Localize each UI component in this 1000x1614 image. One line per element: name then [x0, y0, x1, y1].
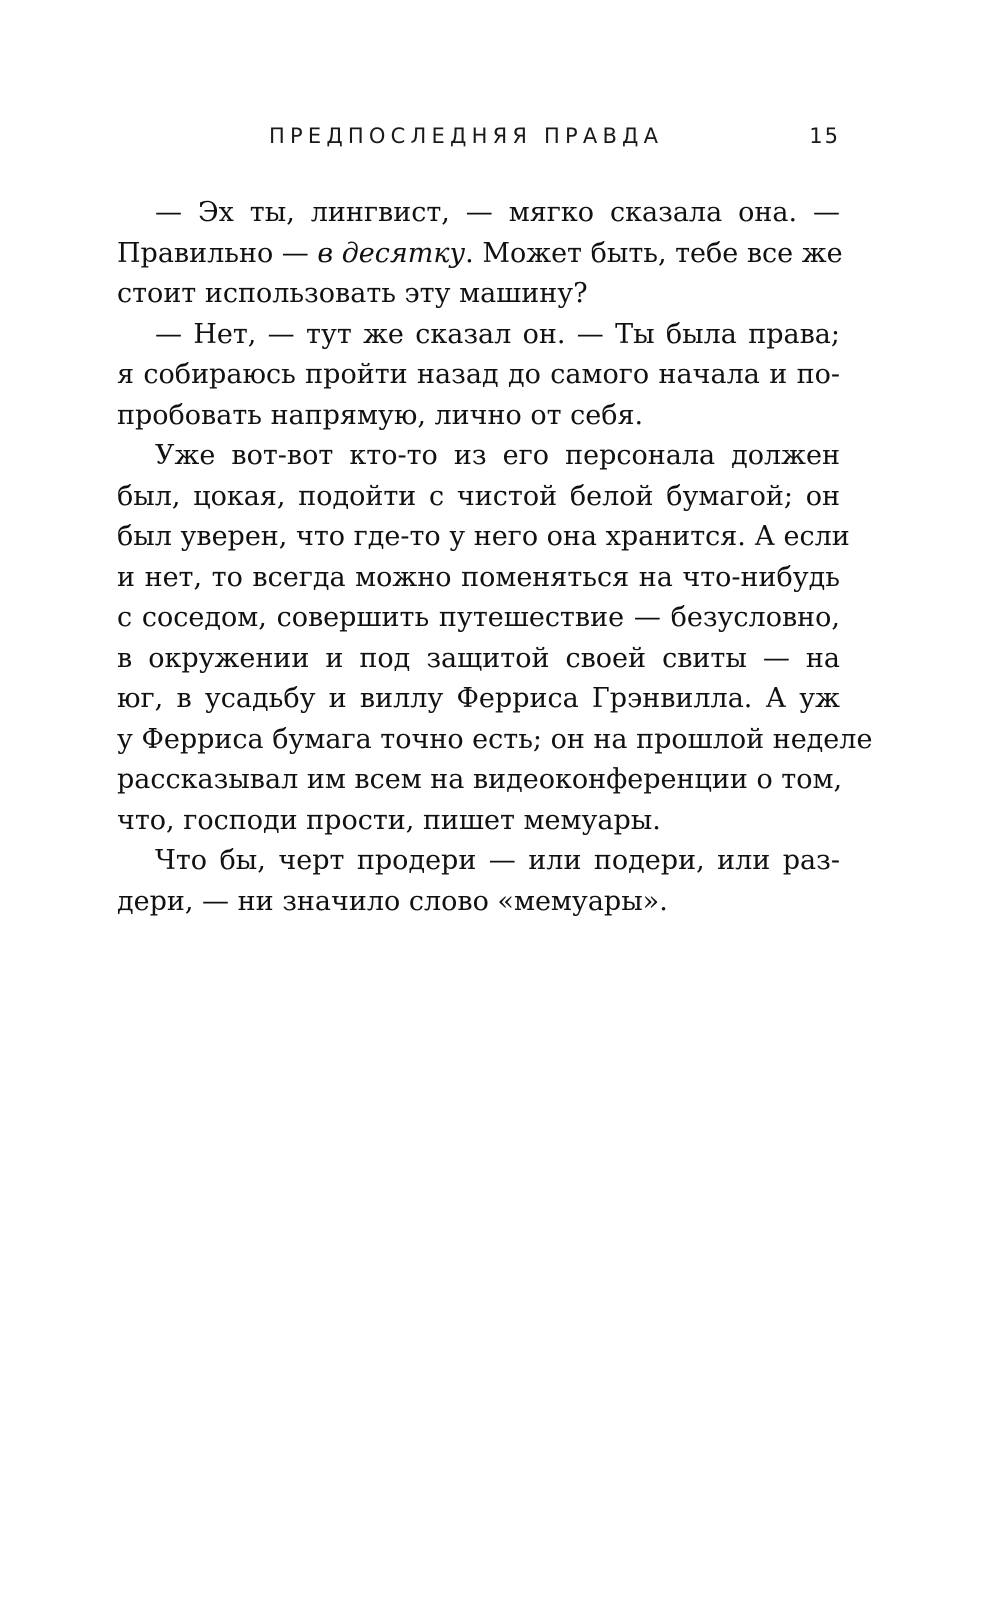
text-line: Что бы, черт продери — или подери, или раз-	[155, 845, 840, 876]
text-line: рассказывал им всем на видеоконференции о том,	[117, 764, 843, 795]
body-text	[117, 193, 873, 922]
text-line: — Нет, — тут же сказал он. — Ты была права;	[155, 318, 840, 350]
paragraph	[117, 315, 840, 437]
text-line: в окружении и под защитой своей свиты — на	[117, 642, 840, 674]
running-title: ПРЕДПОСЛЕДНЯЯ ПРАВДА	[269, 124, 664, 148]
italic-emphasis: в десятку	[317, 237, 466, 269]
text-line: у Ферриса бумага точно есть; он на прошлой неделе	[117, 723, 873, 755]
paragraph	[117, 841, 840, 922]
text-line: был уверен, что где-то у него она хранится. А если	[117, 521, 850, 552]
text-line: пробовать напрямую, лично от себя.	[117, 399, 644, 431]
text-line: и нет, то всегда можно поменяться на что-нибудь	[117, 561, 840, 593]
text-line: с соседом, совершить путешествие — безусловно,	[117, 602, 840, 633]
text-line: дери, — ни значило слово «мемуары».	[117, 885, 668, 917]
text-line: я собираюсь пройти назад до самого начала и по-	[117, 359, 840, 390]
text-line: что, господи прости, пишет мемуары.	[117, 804, 661, 836]
text-line: юг, в усадьбу и виллу Ферриса Грэнвилла. А уж	[117, 683, 840, 714]
text-line: — Эх ты, лингвист, — мягко сказала она. —	[155, 197, 840, 228]
paragraph	[117, 193, 843, 315]
page-number: 15	[809, 124, 840, 148]
text-line: Правильно — в десятку. Может быть, тебе все же	[117, 237, 843, 269]
running-header	[117, 124, 840, 156]
text-line: был, цокая, подойти с чистой белой бумагой; он	[117, 480, 840, 512]
paragraph	[117, 436, 873, 841]
text-line: Уже вот-вот кто-то из его персонала должен	[155, 440, 840, 471]
text-line: стоит использовать эту машину?	[117, 278, 588, 309]
